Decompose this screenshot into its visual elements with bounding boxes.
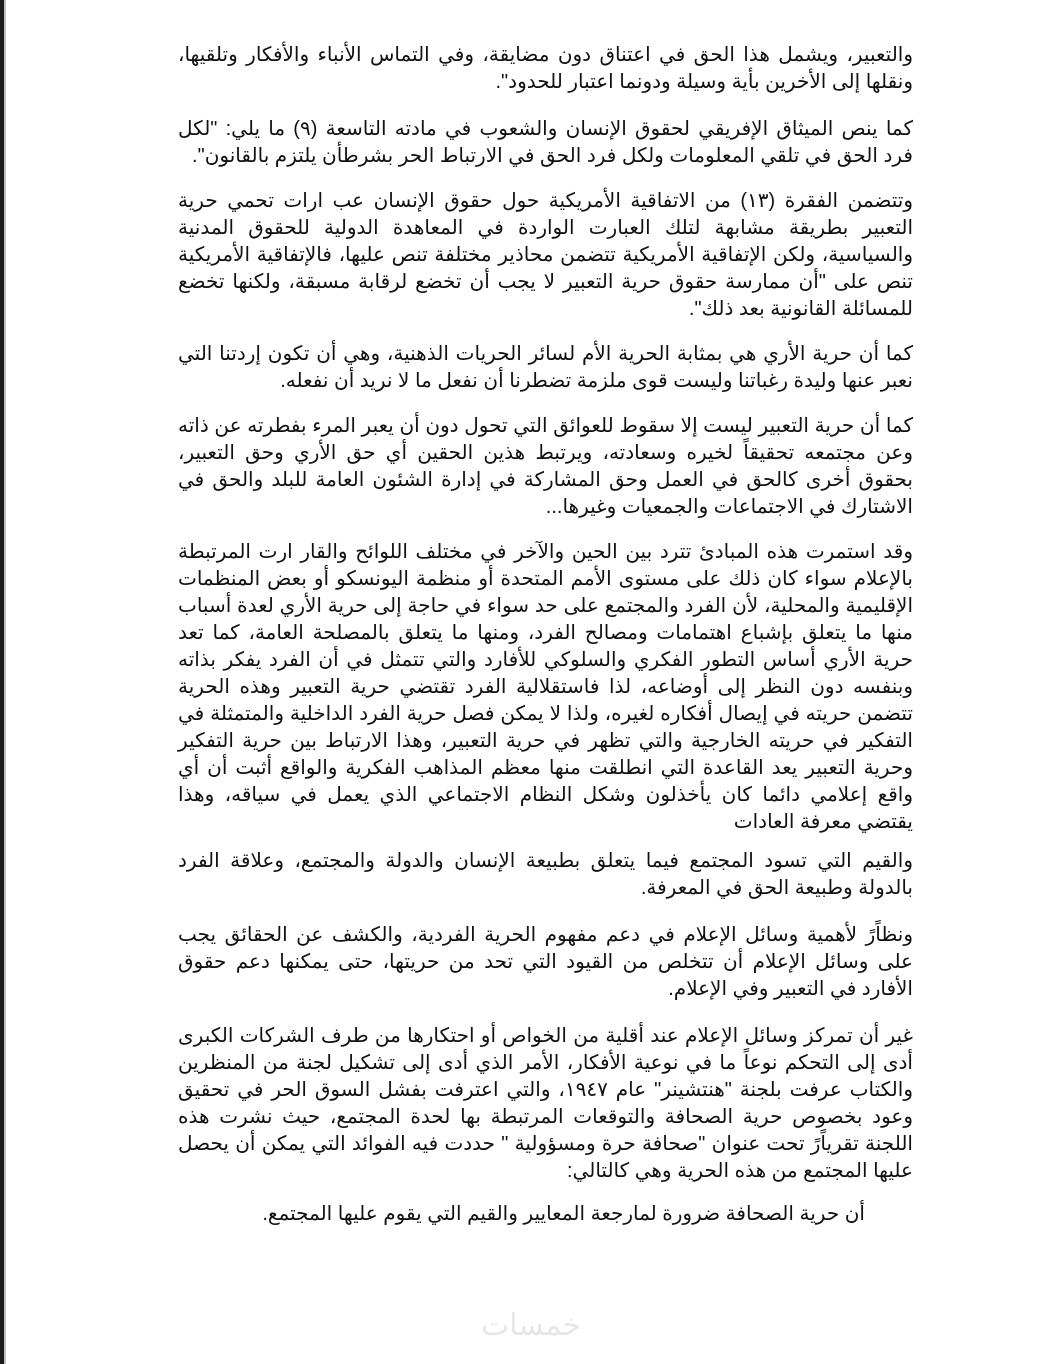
khamsat-watermark-logo: خمسات xyxy=(480,1308,582,1343)
paragraph-press-freedom-benefit: أن حرية الصحافة ضرورة لمارجعة المعايير والقيم التي يقوم عليها المجتمع. xyxy=(262,1203,865,1225)
document-page xyxy=(178,42,913,1244)
paragraph-principles-in-media-regulations: وقد استمرت هذه المبادئ تترد بين الحين والآخر في مختلف اللوائح والقار ارت المرتبطة بالإعلام سواء كان ذلك على مستوى الأمم المتحدة أو منظمة اليونسكو أو بعض المنظمات الإقليمية والمحلية، لأن الفرد والمجتمع على حد سواء في حاجة إلى حرية الأري لعدة أسباب منها ما يتعلق بإشباع اهتمامات ومصالح الفرد، ومنها ما يتعلق بالمصلحة العامة، كما تعد حرية الأري أساس التطور الفكري والسلوكي للأفارد والتي تتمثل في أن الفرد يفكر بذاته وبنفسه دون النظر إلى أوضاعه، لذا فاستقلالية الفرد تقتضي حرية التعبير وهذه الحرية تتضمن حريته في إيصال أفكاره لغيره، ولذا لا يمكن فصل حرية الفرد الداخلية والمتمثلة في التفكير في حريته الخارجية والتي تظهر في حرية التعبير، وهذا الارتباط بين حرية التفكير وحرية التعبير يعد القاعدة التي انطلقت منها معظم المذاهب الفكرية والواقع أثبت أن أي واقع إعلامي دائما كان يأخذلون وشكل النظام الاجتماعي الذي يعمل في سياقه، وهذا يقتضي معرفة العادات xyxy=(178,541,913,833)
paragraph-freedom-of-expression-continuation: والتعبير، ويشمل هذا الحق في اعتناق دون مضايقة، وفي التماس الأنباء والأفكار وتلقيها، ونقلها إلى الأخرين بأية وسيلة ودونما اعتبار للحدود". xyxy=(178,44,913,93)
paragraph-freedom-of-opinion: كما أن حرية الأري هي بمثابة الحرية الأم لسائر الحريات الذهنية، وهي أن تكون إردتنا التي نعبر عنها وليدة رغباتنا وليست قوى ملزمة تضطرنا أن نفعل ما لا نريد أن نفعله. xyxy=(178,343,913,392)
paragraph-african-charter: كما ينص الميثاق الإفريقي لحقوق الإنسان والشعوب في مادته التاسعة (٩) ما يلي: "لكل فرد الحق في تلقي المعلومات ولكل فرد الحق في الارتباط الحر بشرطأن يلتزم بالقانون". xyxy=(178,118,913,167)
paragraph-freedom-of-expression-obstacles: كما أن حرية التعبير ليست إلا سقوط للعوائق التي تحول دون أن يعبر المرء بفطرته عن ذاته وعن مجتمعه تحقيقاً لخيره وسعادته، ويرتبط هذين الحقين أي حق الأري وحق التعبير، بحقوق أخرى كالحق في العمل وحق المشاركة في إدارة الشئون العامة للبلد والحق في الاشتارك في الاجتماعات والجمعيات وغيرها... xyxy=(178,415,913,518)
paragraph-media-importance: ونظاًرً لأهمية وسائل الإعلام في دعم مفهوم الحرية الفردية، والكشف عن الحقائق يجب على وسائل الإعلام أن تتخلص من القيود التي تحد من حريتها، حتى يمكنها دعم حقوق الأفارد في التعبير وفي الإعلام. xyxy=(178,924,913,1000)
page-left-border-shade xyxy=(4,0,6,1364)
paragraph-society-values: والقيم التي تسود المجتمع فيما يتعلق بطبيعة الإنسان والدولة والمجتمع، وعلاقة الفرد بالدولة وطبيعة الحق في المعرفة. xyxy=(178,850,913,899)
paragraph-hutchins-commission: غير أن تمركز وسائل الإعلام عند أقلية من الخواص أو احتكارها من طرف الشركات الكبرى أدى إلى التحكم نوعاً ما في نوعية الأفكار، الأمر الذي أدى إلى تشكيل لجنة من المنظرين والكتاب عرفت بلجنة "هنتشينر" عام ١٩٤٧، والتي اعترفت بفشل السوق الحر في تحقيق وعود بخصوص حرية الصحافة والتوقعات المرتبطة بها لحدة المجتمع، حيث نشرت هذه اللجنة تقرياًرً تحت عنوان "صحافة حرة ومسؤولية " حددت فيه الفوائد التي يمكن أن يحصل عليها المجتمع من هذه الحرية وهي كالتالي: xyxy=(178,1025,913,1182)
paragraph-american-convention: وتتضمن الفقرة (١٣) من الاتفاقية الأمريكية حول حقوق الإنسان عب ارات تحمي حرية التعبير بطريقة مشابهة لتلك العبارت الواردة في المعاهدة الدولية للحقوق المدنية والسياسية، ولكن الإتفاقية الأمريكية تتضمن محاذير مختلفة تنص عليها، فالإتفاقية الأمريكية تنص على "أن ممارسة حقوق حرية التعبير لا يجب أن تخضع لرقابة مسبقة، ولكنها تخضع للمسائلة القانونية بعد ذلك". xyxy=(178,190,913,320)
